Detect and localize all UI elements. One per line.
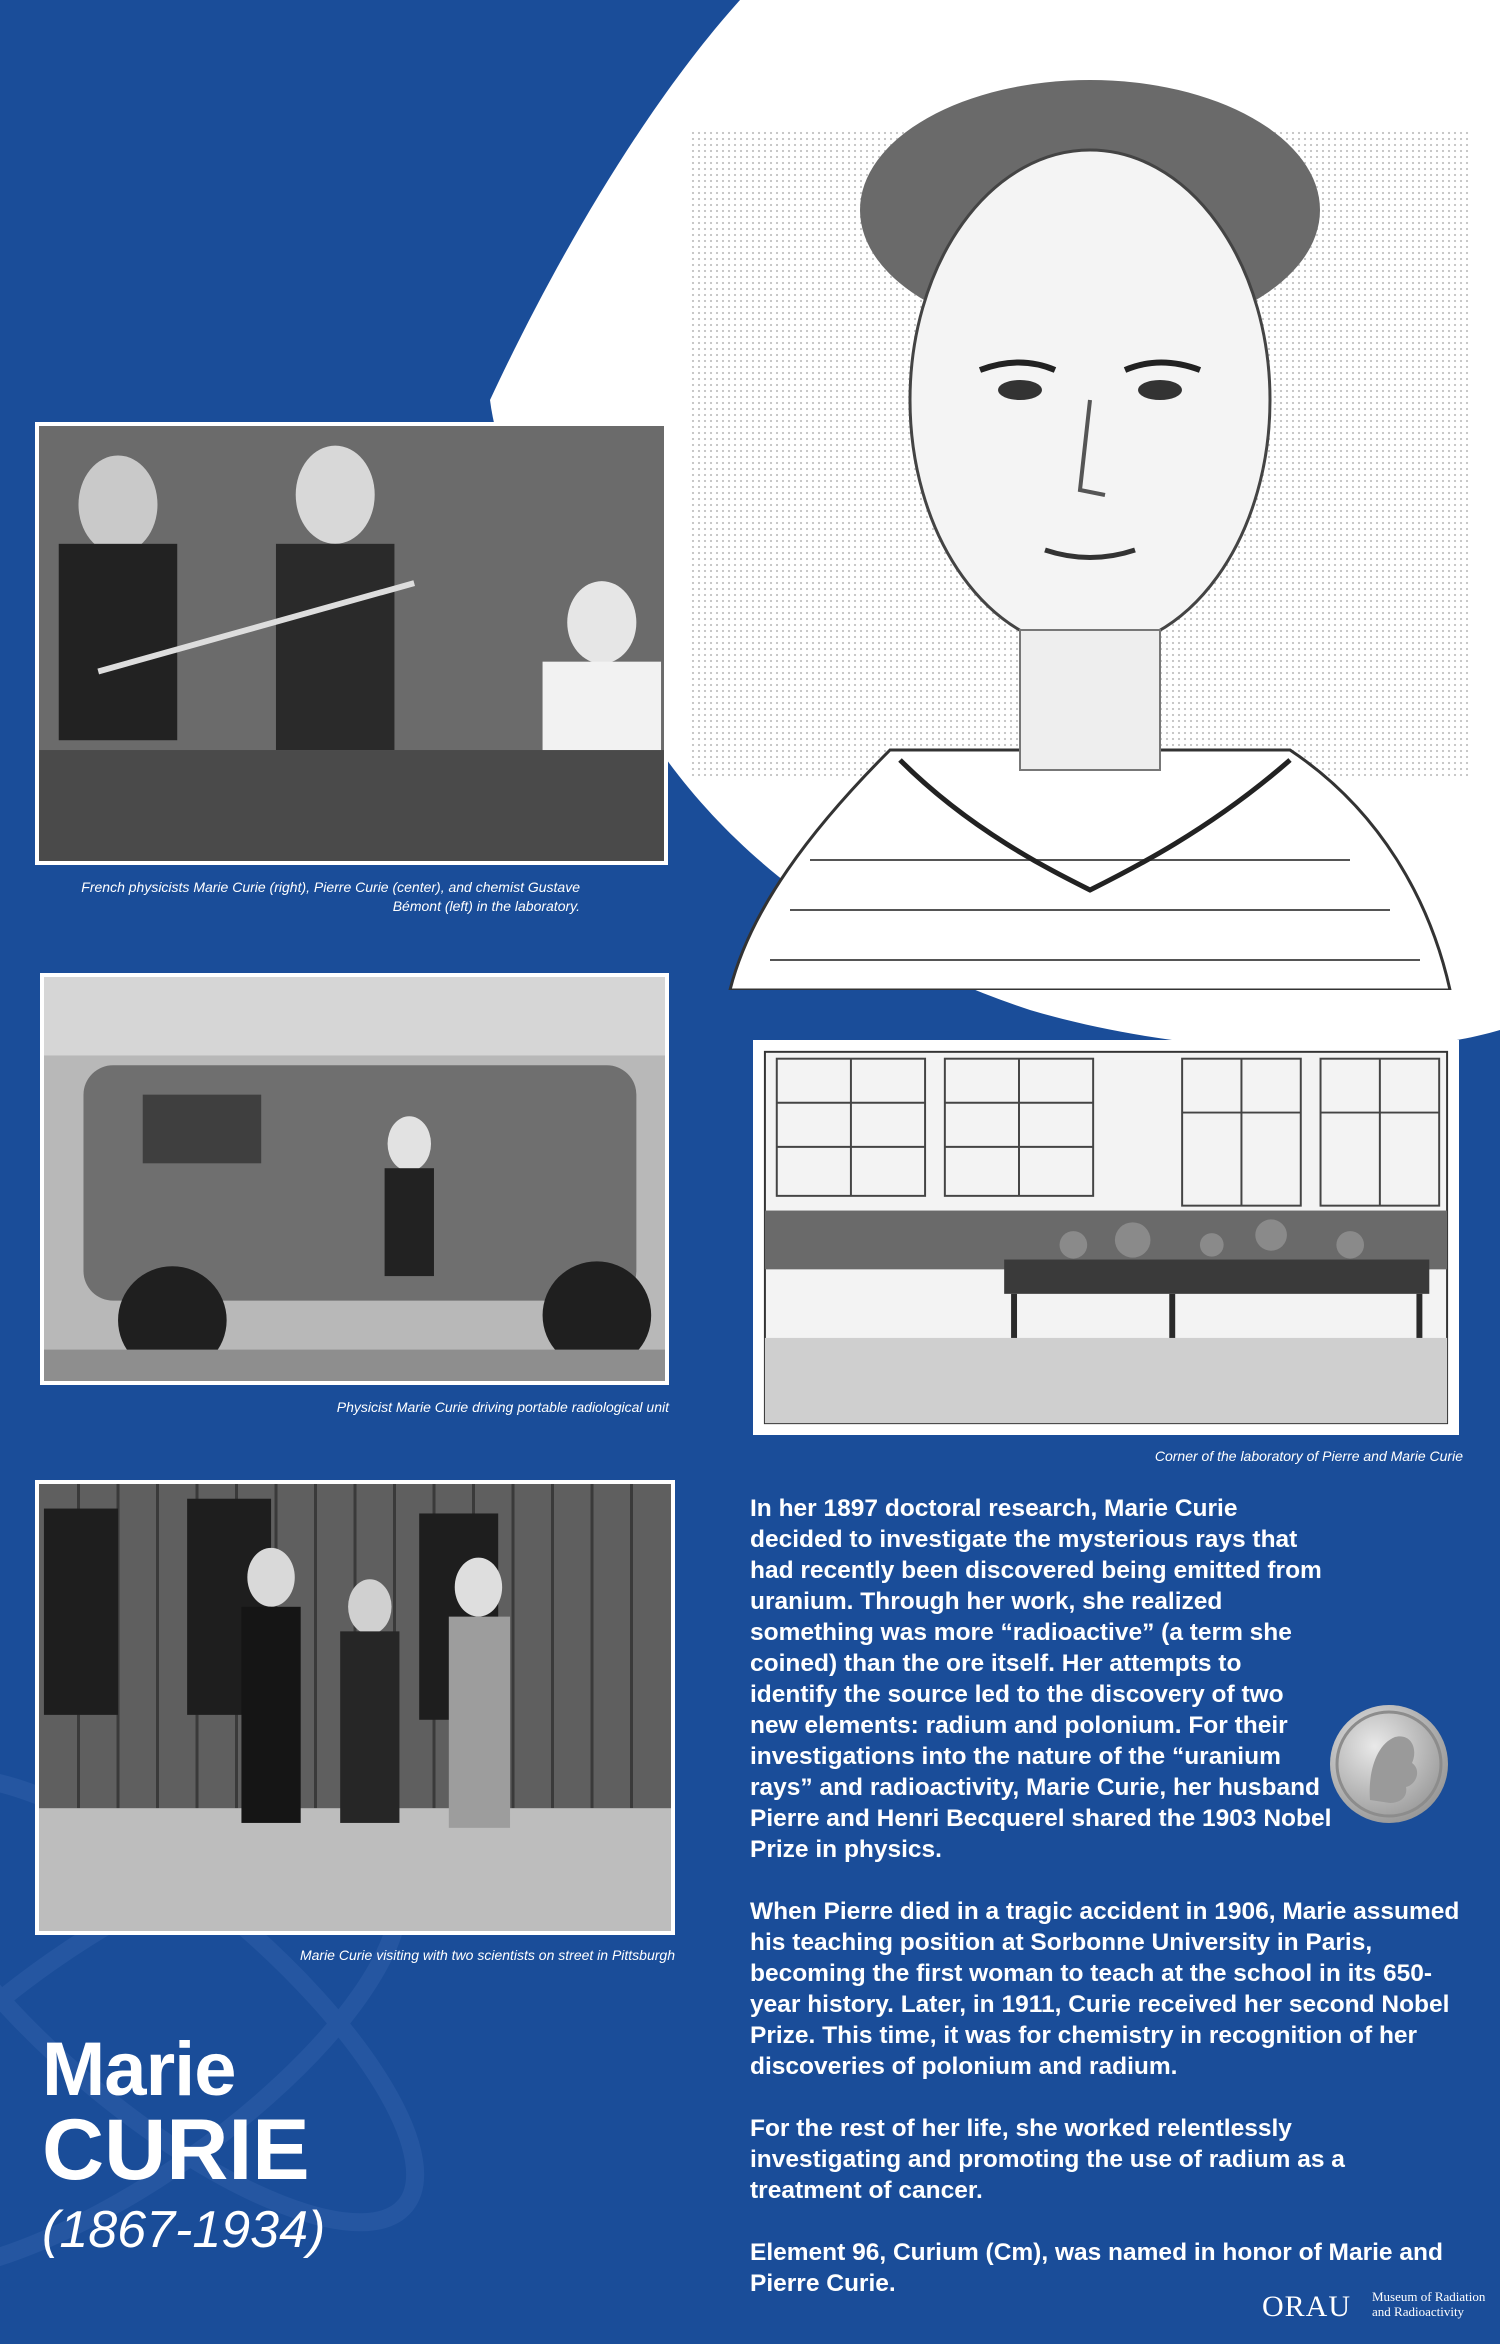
photo-radiological-truck	[40, 973, 669, 1385]
photo-laboratory-trio	[35, 422, 668, 865]
title-last-name: CURIE	[42, 2102, 310, 2198]
photo-caption-1-line1: French physicists Marie Curie (right), Pierre Curie (center), and chemist Gustave	[81, 879, 580, 895]
biography-text	[750, 1493, 1470, 2330]
paragraph-3: For the rest of her life, she worked relentlessly investigating and promoting the use of radium as a treatment of cancer.	[750, 2115, 1345, 2204]
photo-caption-2-text: Physicist Marie Curie driving portable radiological unit	[336, 1399, 669, 1415]
paragraph-2: When Pierre died in a tragic accident in 1906, Marie assumed his teaching position at Sorbonne University in Paris, becoming the first woman to teach at the school in its 650-year history. Later, in 1911, Curie received her second Nobel Prize. This time, it was for chemistry in recognition of her discoveries of polonium and radium.	[750, 1898, 1460, 2080]
museum-line-1: Museum of Radiation	[1372, 2289, 1486, 2304]
museum-line-2: and Radioactivity	[1372, 2304, 1465, 2319]
paragraph-1: In her 1897 doctoral research, Marie Curie decided to investigate the mysterious rays that had recently been discovered being emitted from uranium. Through her work, she realized something was more “radioactive” (a term she coined) than the ore itself. Her attempts to identify the source led to the discovery of two new elements: radium and polonium. For their investigations into the nature of the “uranium rays” and radioactivity, Marie Curie, her husband Pierre and Henri Becquerel shared the 1903 Nobel Prize in physics.	[750, 1495, 1332, 1863]
photo-caption-1-line2: Bémont (left) in the laboratory.	[392, 898, 580, 914]
photo-caption-3-text: Corner of the laboratory of Pierre and Marie Curie	[1154, 1448, 1463, 1464]
portrait-engraving	[690, 70, 1470, 990]
photo-caption-4	[35, 1946, 675, 1965]
photo-laboratory-corner	[753, 1040, 1459, 1435]
museum-logo	[1372, 2289, 1492, 2319]
photo-caption-4-text: Marie Curie visiting with two scientists on street in Pittsburgh	[299, 1947, 675, 1963]
orau-logo: ORAU	[1262, 2290, 1352, 2323]
photo-caption-2	[40, 1398, 669, 1417]
photo-caption-1	[35, 878, 580, 916]
photo-caption-3	[753, 1447, 1463, 1466]
paragraph-4: Element 96, Curium (Cm), was named in honor of Marie and Pierre Curie.	[750, 2239, 1443, 2297]
title-first-name: Marie	[42, 2027, 236, 2112]
photo-pittsburgh-street	[35, 1480, 675, 1935]
title-years: (1867-1934)	[42, 2201, 326, 2259]
